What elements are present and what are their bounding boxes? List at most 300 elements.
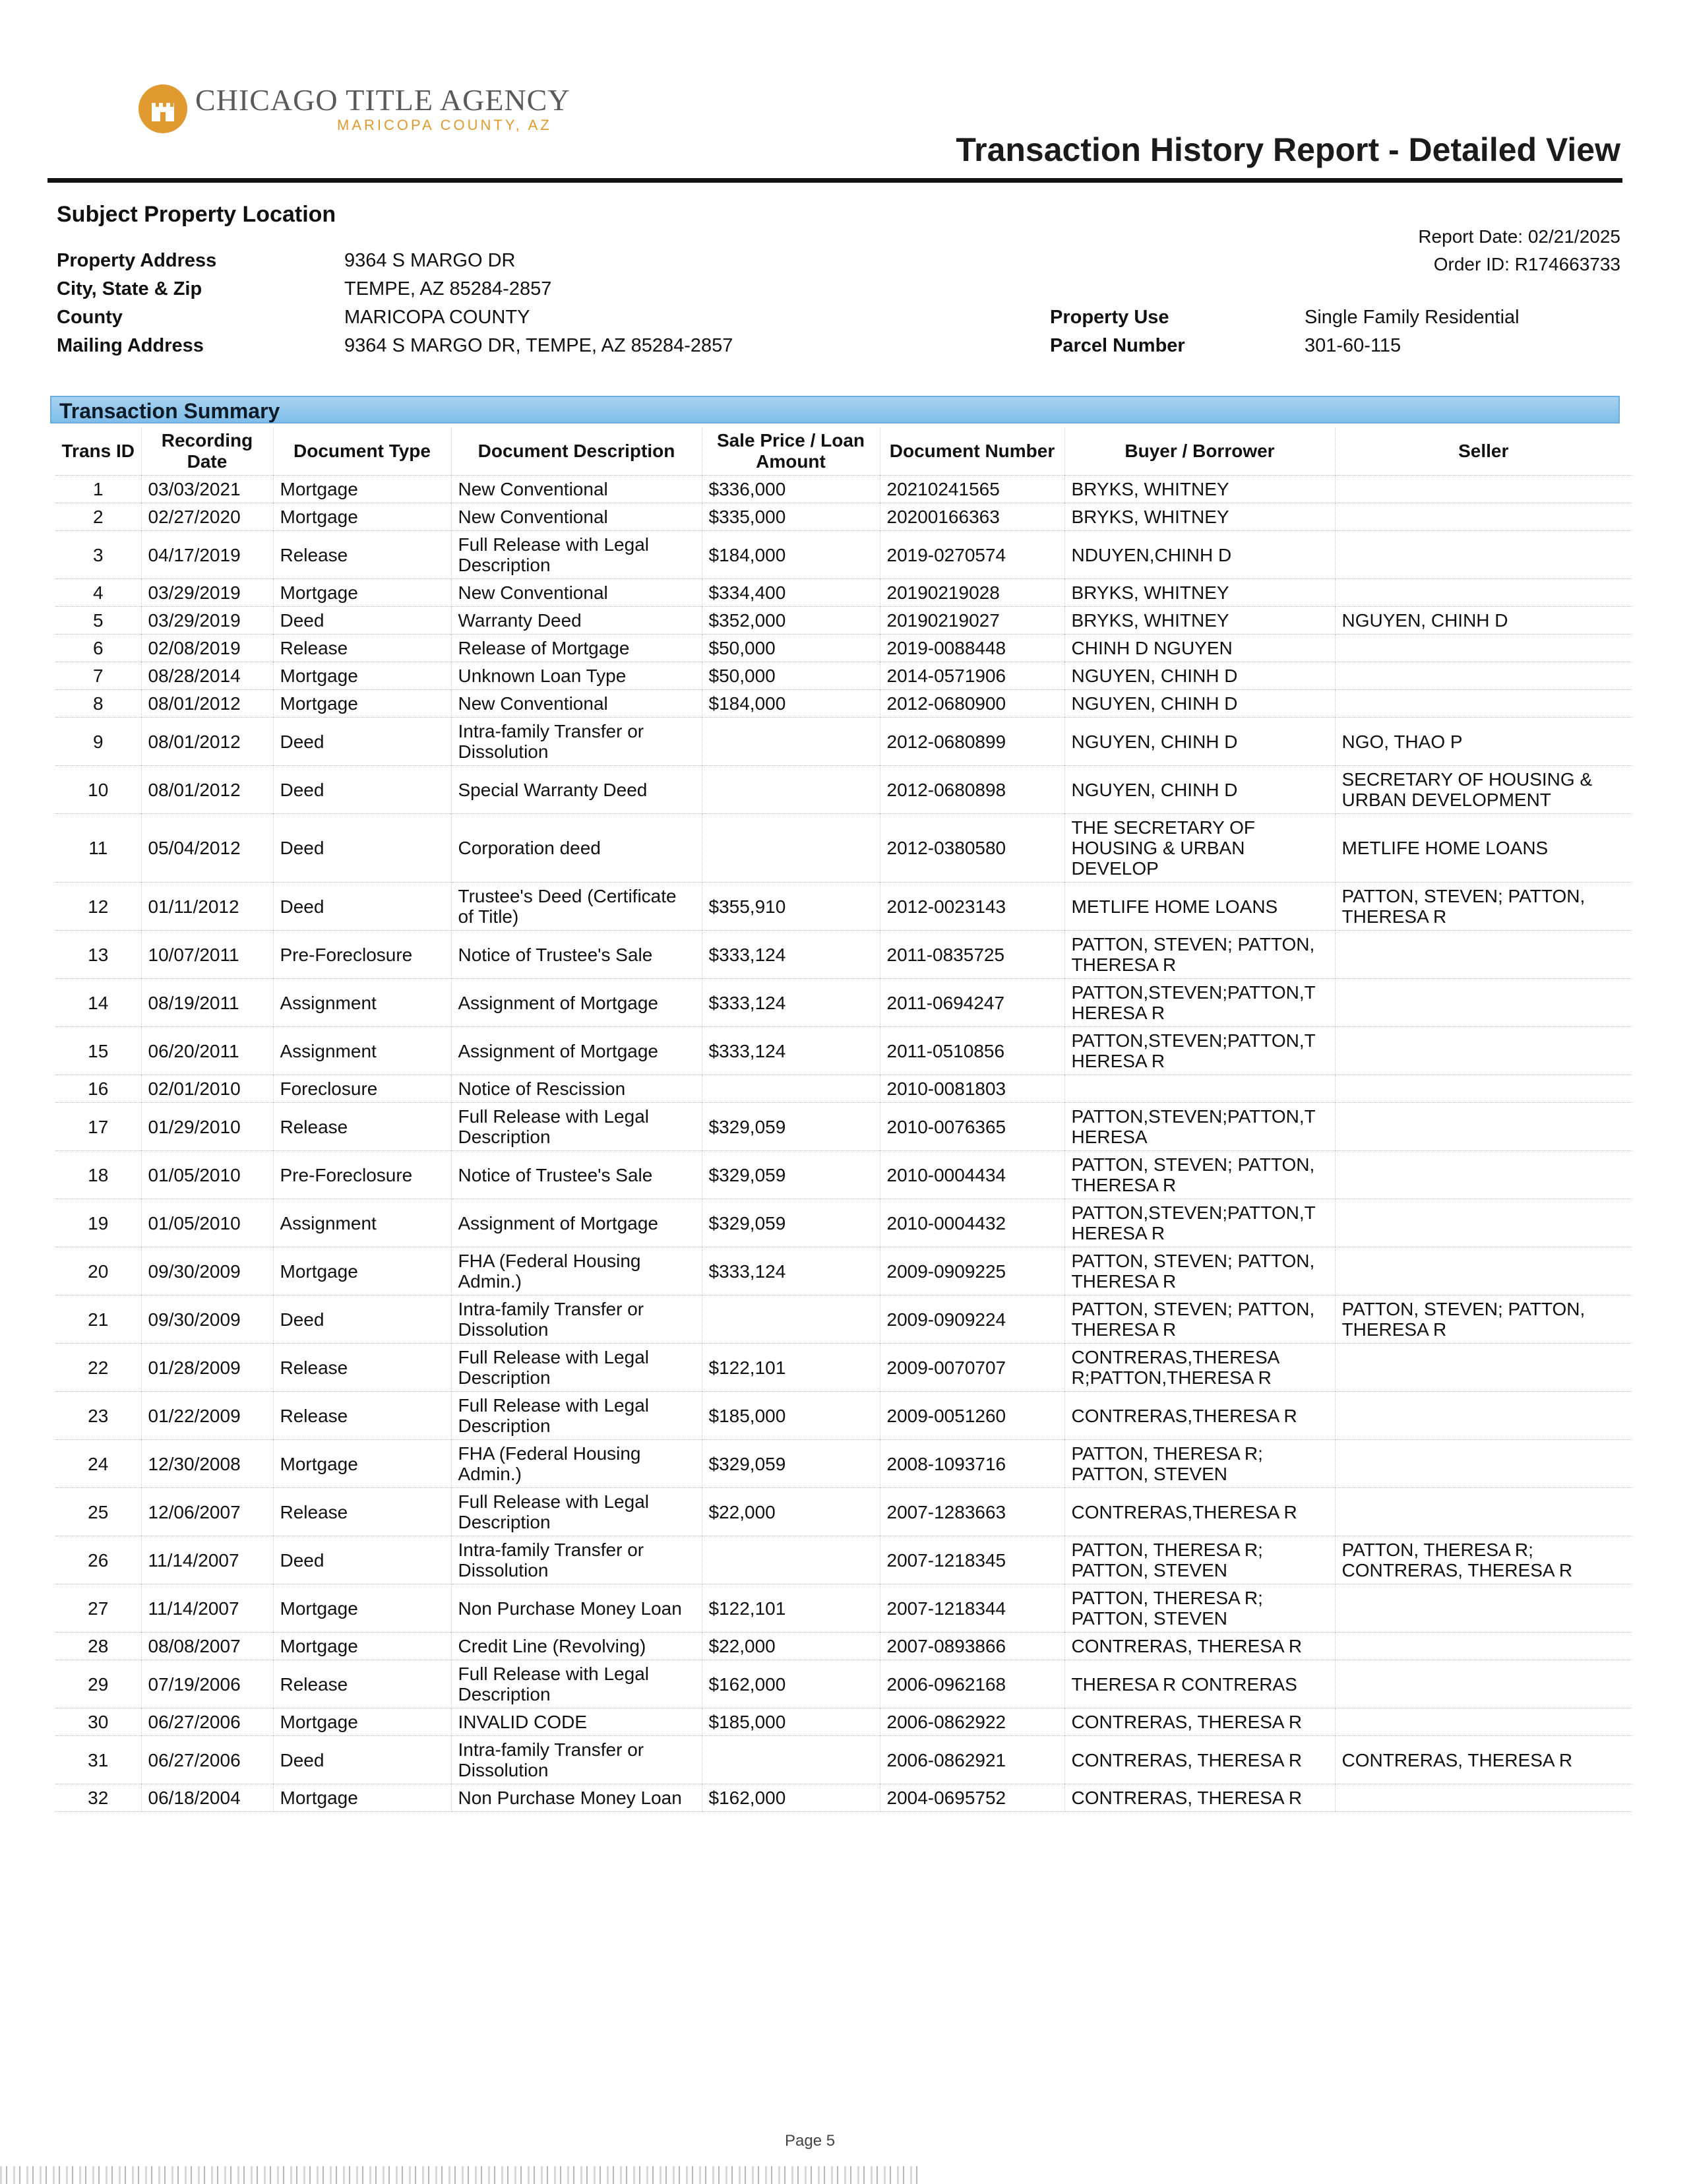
cell-document-type: Deed — [273, 1736, 451, 1784]
cell-document-type: Mortgage — [273, 662, 451, 690]
cell-document-type: Mortgage — [273, 579, 451, 607]
cell-document-number: 2012-0680898 — [880, 766, 1064, 814]
cell-trans-id: 6 — [55, 635, 141, 662]
cell-document-description: Intra-family Transfer or Dissolution — [451, 1295, 702, 1344]
cell-document-number: 20190219028 — [880, 579, 1064, 607]
cell-document-description: Assignment of Mortgage — [451, 979, 702, 1027]
cell-document-type: Mortgage — [273, 1708, 451, 1736]
cell-sale-price: $329,059 — [702, 1199, 880, 1247]
cell-document-description: Full Release with Legal Description — [451, 1103, 702, 1151]
cell-document-type: Pre-Foreclosure — [273, 1151, 451, 1199]
cell-document-type: Assignment — [273, 979, 451, 1027]
cell-document-type: Assignment — [273, 1199, 451, 1247]
cell-seller — [1335, 1660, 1632, 1708]
cell-seller: NGO, THAO P — [1335, 718, 1632, 766]
cell-seller — [1335, 1075, 1632, 1103]
table-row — [55, 883, 1632, 931]
cell-trans-id: 31 — [55, 1736, 141, 1784]
cell-document-description: Trustee's Deed (Certificate of Title) — [451, 883, 702, 931]
cell-seller — [1335, 503, 1632, 531]
cell-recording-date: 01/22/2009 — [141, 1392, 273, 1440]
cell-document-description: Non Purchase Money Loan — [451, 1584, 702, 1633]
cell-sale-price: $185,000 — [702, 1392, 880, 1440]
property-address-value: 9364 S MARGO DR — [344, 250, 516, 271]
cell-document-description: Non Purchase Money Loan — [451, 1784, 702, 1812]
cell-recording-date: 02/08/2019 — [141, 635, 273, 662]
column-header-seller: Seller — [1458, 441, 1509, 461]
cell-sale-price: $333,124 — [702, 1027, 880, 1075]
cell-document-type: Assignment — [273, 1027, 451, 1075]
cell-document-type: Deed — [273, 1295, 451, 1344]
cell-seller — [1335, 1392, 1632, 1440]
cell-seller — [1335, 1784, 1632, 1812]
city-state-zip-label: City, State & Zip — [57, 278, 202, 299]
cell-document-type: Pre-Foreclosure — [273, 931, 451, 979]
cell-trans-id: 26 — [55, 1536, 141, 1584]
cell-document-type: Mortgage — [273, 1784, 451, 1812]
cell-document-type: Mortgage — [273, 503, 451, 531]
property-use-value: Single Family Residential — [1305, 307, 1520, 328]
cell-document-description: Full Release with Legal Description — [451, 1344, 702, 1392]
cell-recording-date: 06/20/2011 — [141, 1027, 273, 1075]
brand-region: MARICOPA COUNTY, AZ — [337, 117, 552, 133]
cell-buyer-borrower: BRYKS, WHITNEY — [1064, 503, 1335, 531]
cell-document-description: Notice of Trustee's Sale — [451, 931, 702, 979]
cell-recording-date: 09/30/2009 — [141, 1247, 273, 1295]
cell-seller — [1335, 1151, 1632, 1199]
cell-buyer-borrower: NGUYEN, CHINH D — [1064, 766, 1335, 814]
cell-document-description: Full Release with Legal Description — [451, 1660, 702, 1708]
city-state-zip-row — [57, 275, 740, 303]
cell-buyer-borrower: CONTRERAS,THERESA R — [1064, 1488, 1335, 1536]
cell-buyer-borrower: PATTON, STEVEN; PATTON, THERESA R — [1064, 931, 1335, 979]
cell-buyer-borrower: CONTRERAS, THERESA R — [1064, 1633, 1335, 1660]
cell-document-number: 2004-0695752 — [880, 1784, 1064, 1812]
cell-buyer-borrower: PATTON, THERESA R; PATTON, STEVEN — [1064, 1584, 1335, 1633]
cell-recording-date: 08/28/2014 — [141, 662, 273, 690]
cell-trans-id: 7 — [55, 662, 141, 690]
cell-trans-id: 17 — [55, 1103, 141, 1151]
property-use-details — [1050, 303, 1693, 360]
cell-document-type: Deed — [273, 718, 451, 766]
cell-document-description: Assignment of Mortgage — [451, 1027, 702, 1075]
cell-trans-id: 3 — [55, 531, 141, 579]
cell-document-number: 2012-0023143 — [880, 883, 1064, 931]
county-value: MARICOPA COUNTY — [344, 307, 530, 328]
cell-seller — [1335, 979, 1632, 1027]
cell-document-description: Warranty Deed — [451, 607, 702, 635]
cell-trans-id: 11 — [55, 814, 141, 883]
cell-document-number: 2007-1283663 — [880, 1488, 1064, 1536]
table-row — [55, 503, 1632, 531]
cell-document-type: Deed — [273, 766, 451, 814]
cell-trans-id: 30 — [55, 1708, 141, 1736]
cell-buyer-borrower: PATTON, THERESA R; PATTON, STEVEN — [1064, 1536, 1335, 1584]
cell-sale-price: $162,000 — [702, 1784, 880, 1812]
cell-trans-id: 13 — [55, 931, 141, 979]
transaction-table — [55, 427, 1632, 1812]
table-row — [55, 635, 1632, 662]
cell-buyer-borrower: CONTRERAS,THERESA R — [1064, 1392, 1335, 1440]
cell-document-number: 2006-0862921 — [880, 1736, 1064, 1784]
city-state-zip-value: TEMPE, AZ 85284-2857 — [344, 278, 552, 299]
cell-document-description: Special Warranty Deed — [451, 766, 702, 814]
cell-document-number: 2012-0680900 — [880, 690, 1064, 718]
cell-sale-price: $329,059 — [702, 1103, 880, 1151]
cell-seller: PATTON, THERESA R; CONTRERAS, THERESA R — [1335, 1536, 1632, 1584]
cell-recording-date: 11/14/2007 — [141, 1536, 273, 1584]
cell-seller — [1335, 579, 1632, 607]
cell-buyer-borrower: NDUYEN,CHINH D — [1064, 531, 1335, 579]
cell-recording-date: 02/01/2010 — [141, 1075, 273, 1103]
column-header-trans-id: Trans ID — [55, 427, 141, 476]
cell-document-description: Assignment of Mortgage — [451, 1199, 702, 1247]
table-row — [55, 531, 1632, 579]
cell-sale-price: $122,101 — [702, 1344, 880, 1392]
cell-document-number: 20200166363 — [880, 503, 1064, 531]
cell-buyer-borrower: NGUYEN, CHINH D — [1064, 662, 1335, 690]
cell-recording-date: 08/01/2012 — [141, 690, 273, 718]
cell-trans-id: 1 — [55, 476, 141, 503]
table-row — [55, 579, 1632, 607]
cell-document-type: Foreclosure — [273, 1075, 451, 1103]
cell-sale-price: $352,000 — [702, 607, 880, 635]
cell-document-number: 2011-0694247 — [880, 979, 1064, 1027]
property-address-row — [57, 247, 740, 275]
property-use-row — [1050, 303, 1693, 332]
subject-property-title: Subject Property Location — [57, 202, 336, 227]
cell-seller — [1335, 690, 1632, 718]
cell-document-number: 2006-0862922 — [880, 1708, 1064, 1736]
column-header-buyer-borrower: Buyer / Borrower — [1064, 427, 1335, 476]
cell-document-type: Deed — [273, 883, 451, 931]
cell-seller: CONTRERAS, THERESA R — [1335, 1736, 1632, 1784]
cell-recording-date: 03/29/2019 — [141, 579, 273, 607]
cell-buyer-borrower: NGUYEN, CHINH D — [1064, 718, 1335, 766]
cell-document-description: Credit Line (Revolving) — [451, 1633, 702, 1660]
cell-seller — [1335, 476, 1632, 503]
cell-sale-price: $333,124 — [702, 931, 880, 979]
castle-icon — [139, 84, 187, 133]
transaction-summary-title: Transaction Summary — [50, 396, 1620, 423]
brand-logo — [139, 76, 570, 142]
cell-trans-id: 29 — [55, 1660, 141, 1708]
table-row — [55, 718, 1632, 766]
cell-document-number: 2009-0051260 — [880, 1392, 1064, 1440]
cell-document-type: Release — [273, 1344, 451, 1392]
page-number: Page 5 — [785, 2132, 836, 2150]
brand-name: CHICAGO TITLE AGENCY — [195, 83, 570, 117]
cell-recording-date: 06/27/2006 — [141, 1736, 273, 1784]
cell-recording-date: 02/27/2020 — [141, 503, 273, 531]
table-row — [55, 1247, 1632, 1295]
cell-buyer-borrower: PATTON, THERESA R; PATTON, STEVEN — [1064, 1440, 1335, 1488]
cell-document-description: INVALID CODE — [451, 1708, 702, 1736]
table-row — [55, 1633, 1632, 1660]
table-row — [55, 1660, 1632, 1708]
cell-trans-id: 14 — [55, 979, 141, 1027]
cell-document-type: Release — [273, 1488, 451, 1536]
cell-recording-date: 08/01/2012 — [141, 766, 273, 814]
cell-document-description: Intra-family Transfer or Dissolution — [451, 1536, 702, 1584]
cell-sale-price: $50,000 — [702, 635, 880, 662]
cell-sale-price — [702, 718, 880, 766]
report-title: Transaction History Report - Detailed View — [956, 131, 1620, 168]
cell-seller: PATTON, STEVEN; PATTON, THERESA R — [1335, 1295, 1632, 1344]
cell-buyer-borrower: CONTRERAS,THERESA R;PATTON,THERESA R — [1064, 1344, 1335, 1392]
cell-document-number: 2014-0571906 — [880, 662, 1064, 690]
cell-seller: PATTON, STEVEN; PATTON, THERESA R — [1335, 883, 1632, 931]
cell-seller — [1335, 1199, 1632, 1247]
cell-recording-date: 09/30/2009 — [141, 1295, 273, 1344]
cell-document-number: 2011-0510856 — [880, 1027, 1064, 1075]
cell-seller: NGUYEN, CHINH D — [1335, 607, 1632, 635]
table-row — [55, 1027, 1632, 1075]
county-row — [57, 303, 740, 332]
cell-trans-id: 16 — [55, 1075, 141, 1103]
cell-seller — [1335, 1440, 1632, 1488]
cell-recording-date: 05/04/2012 — [141, 814, 273, 883]
cell-seller — [1335, 1344, 1632, 1392]
cell-sale-price: $329,059 — [702, 1151, 880, 1199]
column-header-recording-date: Recording Date — [141, 427, 273, 476]
cell-sale-price — [702, 766, 880, 814]
cell-recording-date: 01/05/2010 — [141, 1151, 273, 1199]
table-row — [55, 1103, 1632, 1151]
cell-document-description: Release of Mortgage — [451, 635, 702, 662]
property-address-label: Property Address — [57, 250, 217, 271]
cell-sale-price: $184,000 — [702, 531, 880, 579]
cell-buyer-borrower: PATTON, STEVEN; PATTON, THERESA R — [1064, 1151, 1335, 1199]
cell-sale-price: $355,910 — [702, 883, 880, 931]
parcel-number-label: Parcel Number — [1050, 335, 1185, 356]
table-row — [55, 1295, 1632, 1344]
cell-seller — [1335, 662, 1632, 690]
cell-document-type: Deed — [273, 1536, 451, 1584]
cell-document-type: Mortgage — [273, 476, 451, 503]
cell-seller: SECRETARY OF HOUSING & URBAN DEVELOPMENT — [1335, 766, 1632, 814]
cell-document-number: 2010-0004434 — [880, 1151, 1064, 1199]
cell-document-type: Release — [273, 1392, 451, 1440]
cell-recording-date: 01/28/2009 — [141, 1344, 273, 1392]
cell-trans-id: 23 — [55, 1392, 141, 1440]
cell-document-number: 2011-0835725 — [880, 931, 1064, 979]
cell-trans-id: 32 — [55, 1784, 141, 1812]
cell-sale-price: $335,000 — [702, 503, 880, 531]
cell-document-number: 2019-0088448 — [880, 635, 1064, 662]
cell-document-number: 2010-0081803 — [880, 1075, 1064, 1103]
column-header-document-type: Document Type — [273, 427, 451, 476]
cell-document-description: Full Release with Legal Description — [451, 1488, 702, 1536]
cell-trans-id: 25 — [55, 1488, 141, 1536]
cell-recording-date: 07/19/2006 — [141, 1660, 273, 1708]
order-id: Order ID: R174663733 — [1433, 254, 1620, 274]
cell-seller: METLIFE HOME LOANS — [1335, 814, 1632, 883]
cell-document-description: FHA (Federal Housing Admin.) — [451, 1440, 702, 1488]
cell-recording-date: 03/29/2019 — [141, 607, 273, 635]
table-row — [55, 1488, 1632, 1536]
cell-recording-date: 01/29/2010 — [141, 1103, 273, 1151]
parcel-number-row — [1050, 332, 1693, 360]
cell-recording-date: 12/30/2008 — [141, 1440, 273, 1488]
cell-buyer-borrower — [1064, 1075, 1335, 1103]
column-header-document-description: Document Description — [451, 427, 702, 476]
table-row — [55, 662, 1632, 690]
cell-sale-price: $334,400 — [702, 579, 880, 607]
cell-trans-id: 24 — [55, 1440, 141, 1488]
cell-trans-id: 19 — [55, 1199, 141, 1247]
cell-seller — [1335, 931, 1632, 979]
table-row — [55, 1440, 1632, 1488]
cell-document-description: Intra-family Transfer or Dissolution — [451, 1736, 702, 1784]
column-header-sale-price: Sale Price / Loan Amount — [702, 427, 880, 476]
cell-buyer-borrower: BRYKS, WHITNEY — [1064, 607, 1335, 635]
cell-sale-price: $336,000 — [702, 476, 880, 503]
report-date: Report Date: 02/21/2025 — [1418, 226, 1620, 247]
cell-seller — [1335, 1103, 1632, 1151]
cell-recording-date: 12/06/2007 — [141, 1488, 273, 1536]
cell-recording-date: 01/11/2012 — [141, 883, 273, 931]
cell-document-number: 2008-1093716 — [880, 1440, 1064, 1488]
cell-trans-id: 27 — [55, 1584, 141, 1633]
cell-trans-id: 2 — [55, 503, 141, 531]
cell-buyer-borrower: CONTRERAS, THERESA R — [1064, 1708, 1335, 1736]
cell-document-description: Corporation deed — [451, 814, 702, 883]
cell-document-number: 2012-0680899 — [880, 718, 1064, 766]
cell-seller — [1335, 635, 1632, 662]
cell-buyer-borrower: NGUYEN, CHINH D — [1064, 690, 1335, 718]
table-row — [55, 1784, 1632, 1812]
cell-buyer-borrower: CONTRERAS, THERESA R — [1064, 1784, 1335, 1812]
property-details — [57, 247, 740, 360]
header-divider — [47, 178, 1622, 183]
cell-buyer-borrower: CONTRERAS, THERESA R — [1064, 1736, 1335, 1784]
table-row — [55, 814, 1632, 883]
cell-document-number: 2009-0909225 — [880, 1247, 1064, 1295]
cell-sale-price — [702, 1075, 880, 1103]
cell-sale-price: $333,124 — [702, 1247, 880, 1295]
cell-sale-price: $184,000 — [702, 690, 880, 718]
cell-sale-price — [702, 1536, 880, 1584]
cell-recording-date: 03/03/2021 — [141, 476, 273, 503]
cell-document-number: 20210241565 — [880, 476, 1064, 503]
cell-sale-price: $162,000 — [702, 1660, 880, 1708]
cell-seller — [1335, 1027, 1632, 1075]
cell-document-number: 2010-0076365 — [880, 1103, 1064, 1151]
cell-recording-date: 08/08/2007 — [141, 1633, 273, 1660]
cell-document-number: 2007-0893866 — [880, 1633, 1064, 1660]
cell-seller — [1335, 1708, 1632, 1736]
property-use-label: Property Use — [1050, 307, 1169, 328]
cell-document-description: FHA (Federal Housing Admin.) — [451, 1247, 702, 1295]
cell-buyer-borrower: PATTON,STEVEN;PATTON,T HERESA — [1064, 1103, 1335, 1151]
cell-document-number: 2006-0962168 — [880, 1660, 1064, 1708]
cell-document-number: 2019-0270574 — [880, 531, 1064, 579]
cell-document-type: Release — [273, 1660, 451, 1708]
cell-buyer-borrower: CHINH D NGUYEN — [1064, 635, 1335, 662]
cell-buyer-borrower: BRYKS, WHITNEY — [1064, 579, 1335, 607]
table-row — [55, 1075, 1632, 1103]
scan-artifact-strip — [0, 2166, 923, 2184]
table-row — [55, 1736, 1632, 1784]
table-header-row — [55, 427, 1632, 476]
table-row — [55, 1584, 1632, 1633]
table-row — [55, 476, 1632, 503]
cell-buyer-borrower: PATTON,STEVEN;PATTON,T HERESA R — [1064, 979, 1335, 1027]
cell-document-description: New Conventional — [451, 476, 702, 503]
table-row — [55, 690, 1632, 718]
cell-document-type: Release — [273, 1103, 451, 1151]
cell-buyer-borrower: BRYKS, WHITNEY — [1064, 476, 1335, 503]
cell-seller — [1335, 1633, 1632, 1660]
cell-sale-price: $329,059 — [702, 1440, 880, 1488]
cell-sale-price: $185,000 — [702, 1708, 880, 1736]
cell-sale-price — [702, 1736, 880, 1784]
cell-document-number: 2012-0380580 — [880, 814, 1064, 883]
cell-trans-id: 28 — [55, 1633, 141, 1660]
county-label: County — [57, 307, 123, 328]
cell-buyer-borrower: THE SECRETARY OF HOUSING & URBAN DEVELOP — [1064, 814, 1335, 883]
cell-document-number: 2009-0909224 — [880, 1295, 1064, 1344]
table-row — [55, 766, 1632, 814]
cell-recording-date: 08/01/2012 — [141, 718, 273, 766]
table-row — [55, 1392, 1632, 1440]
table-row — [55, 1344, 1632, 1392]
table-row — [55, 1536, 1632, 1584]
cell-document-type: Mortgage — [273, 1247, 451, 1295]
cell-document-type: Release — [273, 635, 451, 662]
report-meta — [1418, 223, 1620, 278]
cell-document-description: Notice of Rescission — [451, 1075, 702, 1103]
cell-document-type: Mortgage — [273, 1633, 451, 1660]
cell-document-description: New Conventional — [451, 690, 702, 718]
cell-trans-id: 15 — [55, 1027, 141, 1075]
cell-document-number: 2007-1218344 — [880, 1584, 1064, 1633]
cell-recording-date: 06/27/2006 — [141, 1708, 273, 1736]
cell-document-description: New Conventional — [451, 579, 702, 607]
cell-document-type: Mortgage — [273, 1584, 451, 1633]
parcel-number-value: 301-60-115 — [1305, 335, 1401, 356]
cell-sale-price: $50,000 — [702, 662, 880, 690]
column-header-document-number: Document Number — [880, 427, 1064, 476]
mailing-address-label: Mailing Address — [57, 335, 204, 356]
cell-document-type: Mortgage — [273, 690, 451, 718]
cell-document-type: Deed — [273, 814, 451, 883]
cell-trans-id: 8 — [55, 690, 141, 718]
cell-document-description: Full Release with Legal Description — [451, 1392, 702, 1440]
cell-buyer-borrower: PATTON,STEVEN;PATTON,T HERESA R — [1064, 1027, 1335, 1075]
cell-buyer-borrower: PATTON, STEVEN; PATTON, THERESA R — [1064, 1295, 1335, 1344]
cell-recording-date: 08/19/2011 — [141, 979, 273, 1027]
cell-buyer-borrower: PATTON,STEVEN;PATTON,T HERESA R — [1064, 1199, 1335, 1247]
cell-sale-price: $22,000 — [702, 1488, 880, 1536]
cell-trans-id: 5 — [55, 607, 141, 635]
cell-document-description: Notice of Trustee's Sale — [451, 1151, 702, 1199]
cell-document-type: Release — [273, 531, 451, 579]
cell-document-description: Full Release with Legal Description — [451, 531, 702, 579]
cell-sale-price: $22,000 — [702, 1633, 880, 1660]
cell-seller — [1335, 531, 1632, 579]
table-row — [55, 1151, 1632, 1199]
cell-document-description: Intra-family Transfer or Dissolution — [451, 718, 702, 766]
table-row — [55, 979, 1632, 1027]
cell-buyer-borrower: METLIFE HOME LOANS — [1064, 883, 1335, 931]
cell-trans-id: 4 — [55, 579, 141, 607]
cell-recording-date: 04/17/2019 — [141, 531, 273, 579]
cell-recording-date: 11/14/2007 — [141, 1584, 273, 1633]
table-row — [55, 607, 1632, 635]
cell-recording-date: 10/07/2011 — [141, 931, 273, 979]
